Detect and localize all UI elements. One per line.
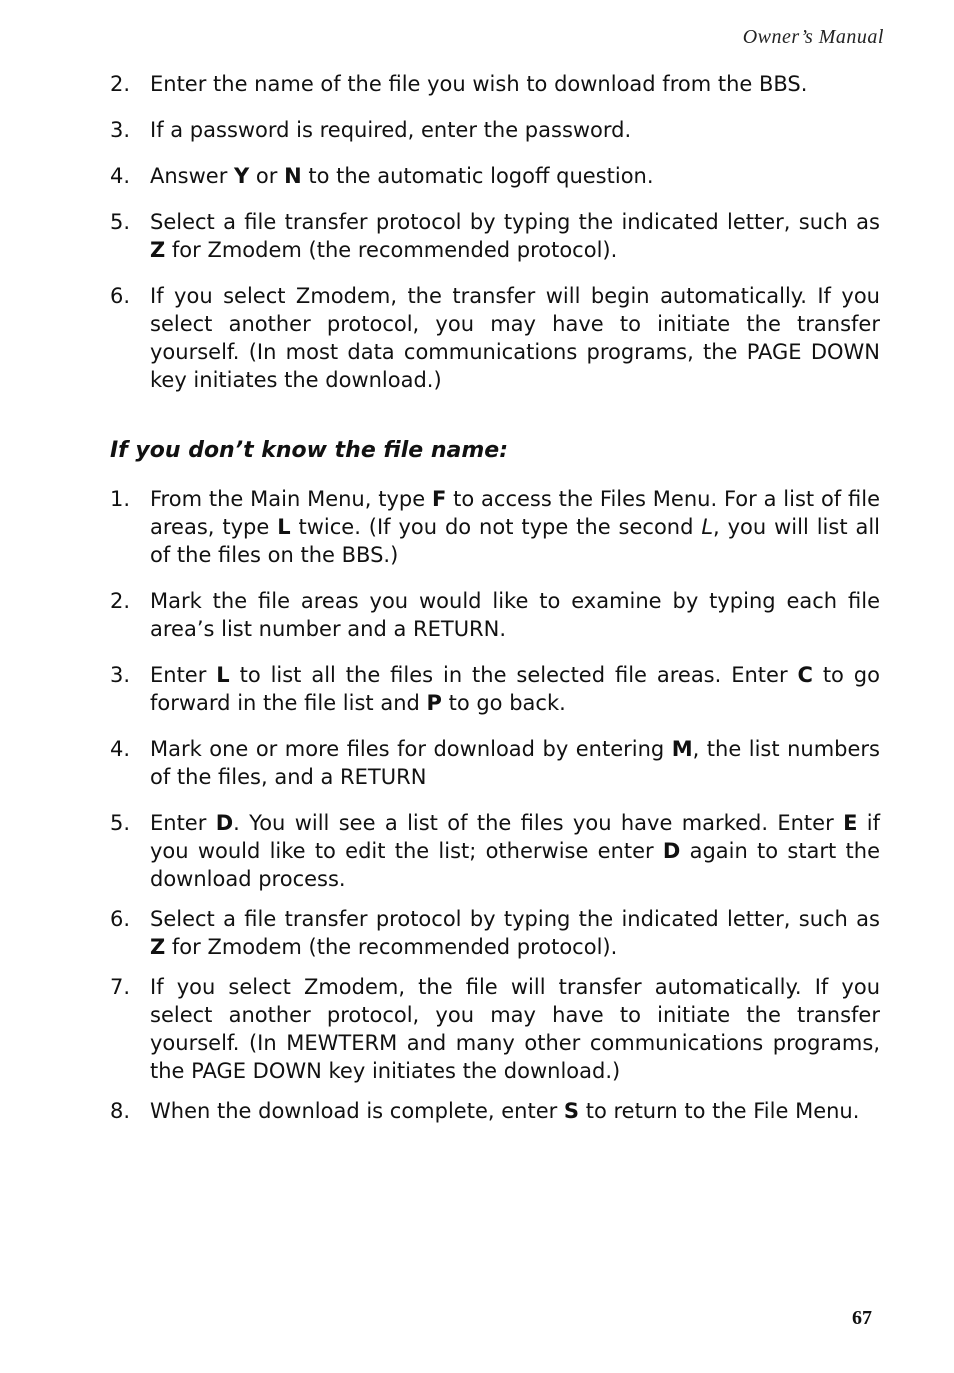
key-letter: F <box>431 487 447 511</box>
list-item <box>110 116 880 144</box>
list-item-number: 2. <box>110 72 131 96</box>
item-text: If you select Zmodem, the transfer will begin automatically. If you select another protocol, you may have to initiate the transfer yourself. (In most data communications programs, the PAGE DOWN key initiates the download.) <box>150 284 880 392</box>
list-item <box>110 973 880 1085</box>
emphasis-text: L <box>701 515 714 539</box>
item-text: for Zmodem (the recommended protocol). <box>165 935 618 959</box>
item-text: . You will see a list of the files you have marked. Enter <box>233 811 844 835</box>
list-item-number: 1. <box>110 487 131 511</box>
running-header: Owner’s Manual <box>742 26 884 48</box>
list-item <box>110 70 880 98</box>
page-number: 67 <box>852 1307 872 1329</box>
list-item-number: 2. <box>110 589 131 613</box>
item-text: If you select Zmodem, the file will transfer automatically. If you select another protocol, you may have to initiate the transfer yourself. (In MEWTERM and many other communications programs, the PAGE DOWN key initiates the download.) <box>150 975 880 1083</box>
key-letter: N <box>284 164 302 188</box>
unknown-filename-steps-list <box>110 485 880 1125</box>
key-letter: Z <box>150 935 166 959</box>
item-text: , you will list all of the files on the BBS.) <box>150 515 880 567</box>
item-text: twice. (If you do not type the second <box>290 515 702 539</box>
list-item <box>110 905 880 961</box>
key-letter: L <box>216 663 230 687</box>
item-text: Select a file transfer protocol by typing the indicated letter, such as <box>150 210 880 234</box>
key-letter: E <box>843 811 858 835</box>
key-letter: Z <box>150 238 166 262</box>
item-text: for Zmodem (the recommended protocol). <box>165 238 618 262</box>
item-text: Enter <box>150 663 217 687</box>
key-letter: D <box>215 811 234 835</box>
item-text: When the download is complete, enter <box>150 1099 564 1123</box>
list-item <box>110 208 880 264</box>
list-item <box>110 162 880 190</box>
key-letter: M <box>671 737 693 761</box>
item-text: to go forward in the file list and <box>150 663 880 715</box>
item-text: to the automatic logoff question. <box>301 164 654 188</box>
item-text: if you would like to edit the list; otherwise enter <box>150 811 880 863</box>
key-letter: S <box>563 1099 580 1123</box>
section-heading: If you don’t know the file name: <box>110 438 508 463</box>
list-item <box>110 1097 880 1125</box>
item-text: Mark one or more files for download by entering <box>150 737 672 761</box>
key-letter: Y <box>234 164 250 188</box>
download-steps-list <box>110 70 880 394</box>
item-text: or <box>249 164 285 188</box>
key-letter: P <box>426 691 442 715</box>
list-item-number: 4. <box>110 737 131 761</box>
list-item-number: 6. <box>110 284 131 308</box>
item-text: again to start the download process. <box>150 839 880 891</box>
key-letter: C <box>797 663 813 687</box>
list-item-number: 4. <box>110 164 131 188</box>
list-item-number: 3. <box>110 118 131 142</box>
list-item-number: 3. <box>110 663 131 687</box>
key-letter: D <box>662 839 681 863</box>
item-text: Enter <box>150 811 216 835</box>
list-item <box>110 282 880 394</box>
list-item-number: 8. <box>110 1099 131 1123</box>
item-text: to list all the files in the selected file areas. Enter <box>229 663 798 687</box>
list-item <box>110 735 880 791</box>
item-text: Enter the name of the file you wish to download from the BBS. <box>150 72 808 96</box>
key-letter: L <box>277 515 291 539</box>
item-text: Answer <box>150 164 235 188</box>
item-text: If a password is required, enter the password. <box>150 118 632 142</box>
item-text: Select a file transfer protocol by typing the indicated letter, such as <box>150 907 880 931</box>
item-text: to go back. <box>441 691 566 715</box>
list-item-number: 6. <box>110 907 131 931</box>
item-text: From the Main Menu, type <box>150 487 432 511</box>
item-text: Mark the file areas you would like to examine by typing each file area’s list number and a RETURN. <box>150 589 880 641</box>
item-text: to access the Files Menu. For a list of file areas, type <box>150 487 880 539</box>
item-text: to return to the File Menu. <box>579 1099 860 1123</box>
list-item-number: 5. <box>110 811 131 835</box>
list-item <box>110 809 880 893</box>
list-item <box>110 587 880 643</box>
list-item <box>110 485 880 569</box>
list-item <box>110 661 880 717</box>
list-item-number: 7. <box>110 975 131 999</box>
list-item-number: 5. <box>110 210 131 234</box>
item-text: , the list numbers of the files, and a RETURN <box>150 737 880 789</box>
